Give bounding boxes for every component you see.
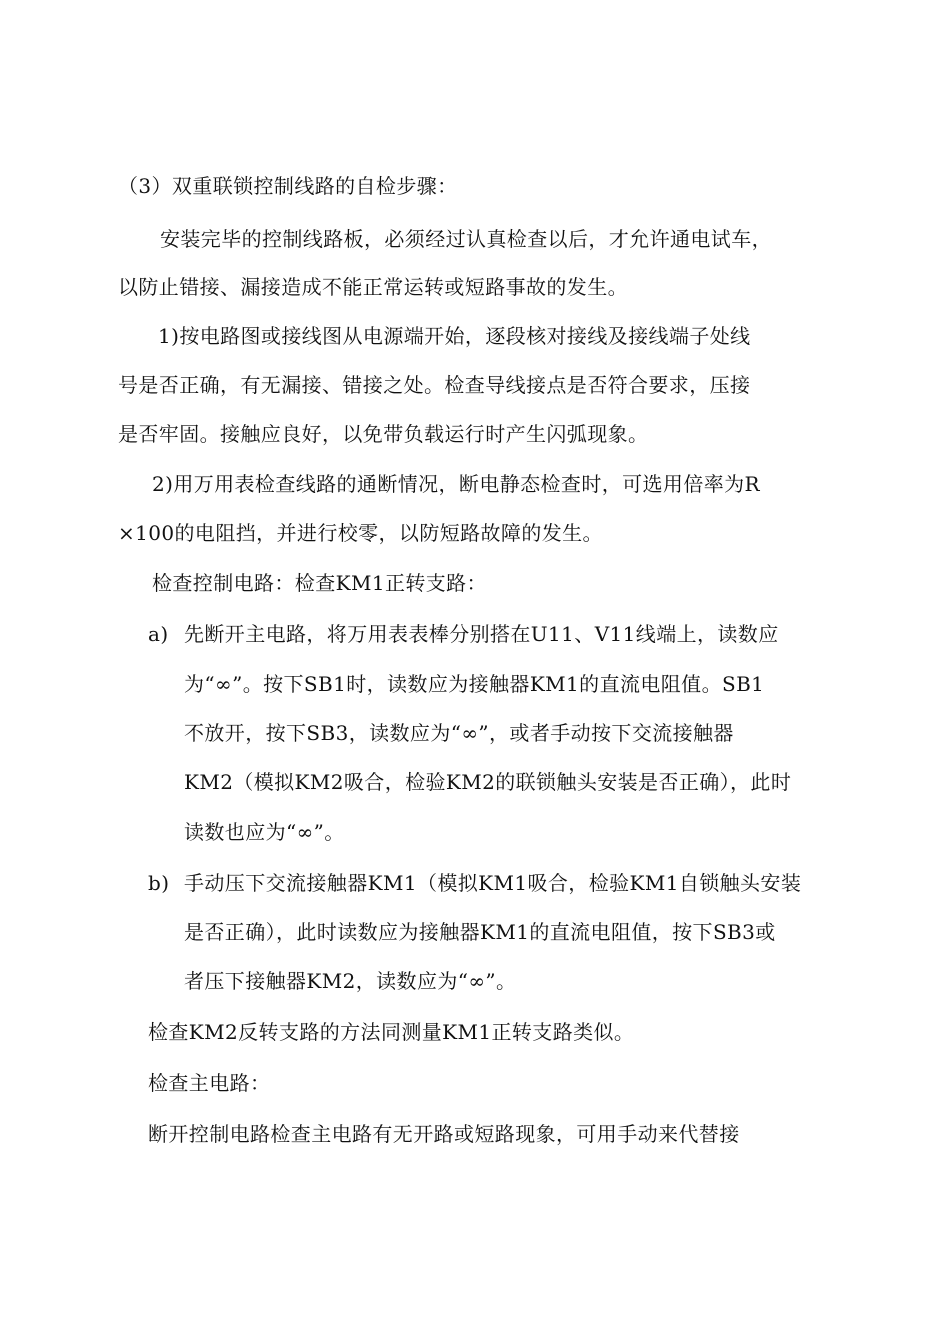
item-b-text-1: 手动压下交流接触器KM1（模拟KM1吸合，检验KM1自锁触头安装: [184, 871, 802, 895]
main-check-title: 检查主电路：: [148, 1071, 271, 1095]
item-a-line-5: 读数也应为“∞”。: [184, 820, 345, 844]
item-b-line-2: 是否正确），此时读数应为接触器KM1的直流电阻值，按下SB3或: [184, 920, 776, 944]
item-a-line-4: KM2（模拟KM2吸合，检验KM2的联锁触头安装是否正确），此时: [184, 770, 792, 794]
item-a-text-1: 先断开主电路，将万用表表棒分别搭在U11、V11线端上，读数应: [184, 622, 779, 646]
step1-line-1: 1)按电路图或接线图从电源端开始，逐段核对接线及接线端子处线: [158, 324, 751, 348]
intro-line-2: 以防止错接、漏接造成不能正常运转或短路事故的发生。: [118, 275, 628, 299]
item-b-marker: b): [148, 871, 170, 895]
item-b-line-3: 者压下接触器KM2，读数应为“∞”。: [184, 969, 517, 993]
control-check-title: 检查控制电路：检查KM1正转支路：: [152, 571, 487, 595]
section-heading: （3）双重联锁控制线路的自检步骤：: [118, 174, 458, 198]
item-a-line-1: [148, 620, 779, 648]
step1-line-3: 是否牢固。接触应良好，以免带负载运行时产生闪弧现象。: [118, 422, 649, 446]
main-check-line: 断开控制电路检查主电路有无开路或短路现象，可用手动来代替接: [148, 1122, 740, 1146]
item-a-line-2: 为“∞”。按下SB1时，读数应为接触器KM1的直流电阻值。SB1: [184, 672, 765, 696]
item-a-marker: a): [148, 622, 169, 646]
km2-note: 检查KM2反转支路的方法同测量KM1正转支路类似。: [148, 1020, 635, 1044]
intro-line-1: 安装完毕的控制线路板，必须经过认真检查以后，才允许通电试车，: [160, 227, 772, 251]
step2-line-2: ×100的电阻挡，并进行校零，以防短路故障的发生。: [118, 521, 603, 545]
step1-line-2: 号是否正确，有无漏接、错接之处。检查导线接点是否符合要求，压接: [118, 373, 751, 397]
step2-line-1: 2)用万用表检查线路的通断情况，断电静态检查时，可选用倍率为R: [152, 472, 760, 496]
item-b-line-1: [148, 869, 801, 897]
item-a-line-3: 不放开，按下SB3，读数应为“∞”，或者手动按下交流接触器: [184, 721, 734, 745]
